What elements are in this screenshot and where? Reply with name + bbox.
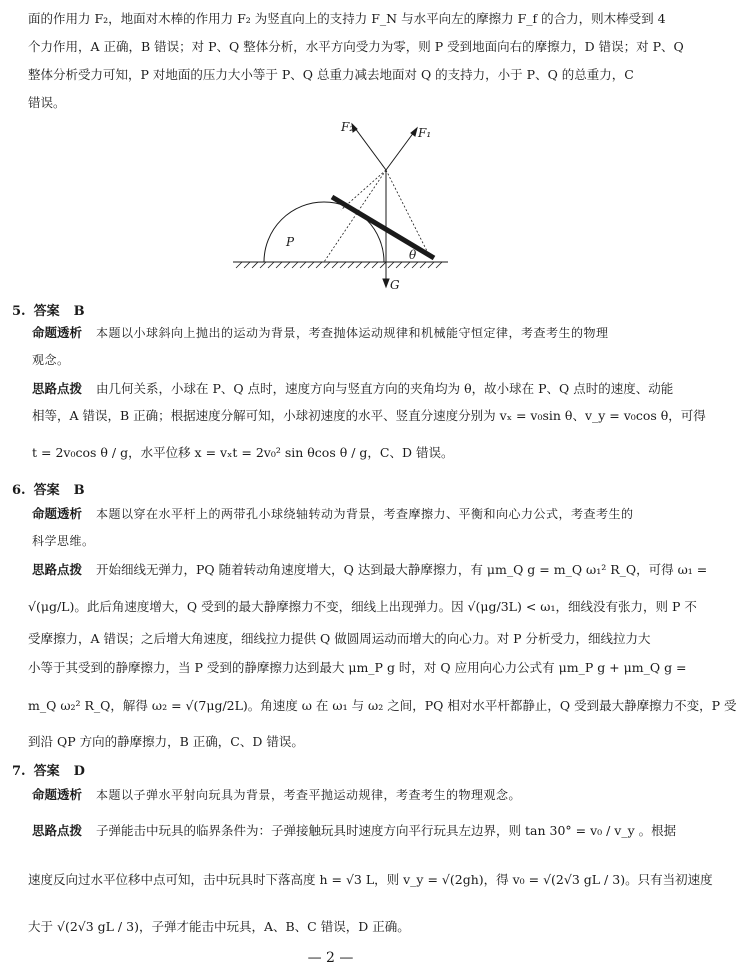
f2-arrow	[352, 124, 386, 170]
force-diagram	[0, 0, 684, 300]
q6-number: 6.	[12, 483, 26, 498]
label-theta: θ	[409, 248, 417, 262]
q5-header	[12, 300, 85, 319]
q7-analysis-1: 命题透析 本题以子弹水平射向玩具为背景，考查平抛运动规律，考查考生的物理观念。	[32, 787, 522, 802]
q6-analysis-1: 命题透析 本题以穿在水平杆上的两带孔小球绕轴转动为背景，考查摩擦力、平衡和向心力公式，考查考生的	[32, 506, 634, 521]
label-g: G	[390, 278, 400, 292]
q6-header	[12, 479, 85, 498]
q7-answer: D	[73, 764, 85, 779]
intro-line-1: 面的作用力 F₂，地面对木棒的作用力 F₂ 为竖直向上的支持力 F_N 与水平向左的摩擦力 F_f 的合力，则木棒受到 4	[28, 11, 666, 26]
q5-answer-label: 答案	[33, 304, 60, 319]
q6-hint-4: 小等于其受到的静摩擦力，当 P 受到的静摩擦力达到最大 μm_P g 时，对 Q 应用向心力公式有 μm_P g + μm_Q g =	[28, 660, 687, 675]
intro-line-4: 错误。	[28, 95, 66, 110]
q6-hint-6: 到沿 QP 方向的静摩擦力，B 正确，C、D 错误。	[28, 734, 304, 749]
q6-analysis-2: 科学思维。	[32, 534, 95, 548]
q5-hint-3: t = 2v₀cos θ / g，水平位移 x = vₓt = 2v₀² sin θcos θ / g，C、D 错误。	[32, 445, 454, 460]
label-f1: F₁	[418, 126, 432, 140]
q6-hint-5: m_Q ω₂² R_Q，解得 ω₂ = √(7μg/2L)。角速度 ω 在 ω₁ 与 ω₂ 之间，PQ 相对水平杆都静止，Q 受到最大静摩擦力不变，P 受	[28, 698, 736, 713]
page-number: — 2 —	[307, 950, 354, 966]
q6-answer: B	[73, 483, 85, 498]
semicircle-p	[264, 202, 384, 262]
q7-hint-2: 速度反向过水平位移中点可知，击中玩具时下落高度 h = √3 L，则 v_y = √(2gh)，得 v₀ = √(2√3 gL / 3)。只有当初速度	[28, 872, 713, 887]
q5-analysis-1: 命题透析 本题以小球斜向上抛出的运动为背景，考查抛体运动规律和机械能守恒定律，考查考生的物理	[32, 325, 609, 340]
q5-analysis-2: 观念。	[32, 353, 70, 367]
label-p: P	[286, 235, 295, 249]
q7-hint-3: 大于 √(2√3 gL / 3)，子弹才能击中玩具，A、B、C 错误，D 正确。	[28, 919, 410, 934]
intro-line-2: 个力作用，A 正确，B 错误；对 P、Q 整体分析，水平方向受力为零，则 P 受到地面向右的摩擦力，D 错误；对 P、Q	[28, 39, 684, 54]
q7-number: 7.	[12, 764, 26, 779]
intro-line-3: 整体分析受力可知，P 对地面的压力大小等于 P、Q 总重力减去地面对 Q 的支持力，小于 P、Q 的总重力，C	[28, 67, 634, 82]
q5-answer: B	[73, 304, 85, 319]
q7-hint-1: 思路点拨 子弹能击中玩具的临界条件为：子弹接触玩具时速度方向平行玩具左边界，则 tan 30° = v₀ / v_y 。根据	[32, 823, 677, 838]
q6-hint-3: 受摩擦力，A 错误；之后增大角速度，细线拉力提供 Q 做圆周运动而增大的向心力。对 P 分析受力，细线拉力大	[28, 631, 651, 646]
q5-number: 5.	[12, 304, 26, 319]
q6-answer-label: 答案	[33, 483, 60, 498]
q7-header	[12, 760, 85, 779]
q5-hint-1: 思路点拨 由几何关系，小球在 P、Q 点时，速度方向与竖直方向的夹角均为 θ，故小球在 P、Q 点时的速度、动能	[32, 381, 674, 396]
q6-hint-1: 思路点拨 开始细线无弹力，PQ 随着转动角速度增大，Q 达到最大静摩擦力，有 μm_Q g = m_Q ω₁² R_Q，可得 ω₁ =	[32, 562, 708, 577]
q7-answer-label: 答案	[33, 764, 60, 779]
label-f2: F₂	[341, 120, 355, 134]
q5-hint-2: 相等，A 错误，B 正确；根据速度分解可知，小球初速度的水平、竖直分速度分别为 vₓ = v₀sin θ、v_y = v₀cos θ，可得	[32, 408, 706, 423]
q6-hint-2: √(μg/L)。此后角速度增大，Q 受到的最大静摩擦力不变，细线上出现弹力。因 √(μg/3L) < ω₁，细线没有张力，则 P 不	[28, 599, 697, 614]
